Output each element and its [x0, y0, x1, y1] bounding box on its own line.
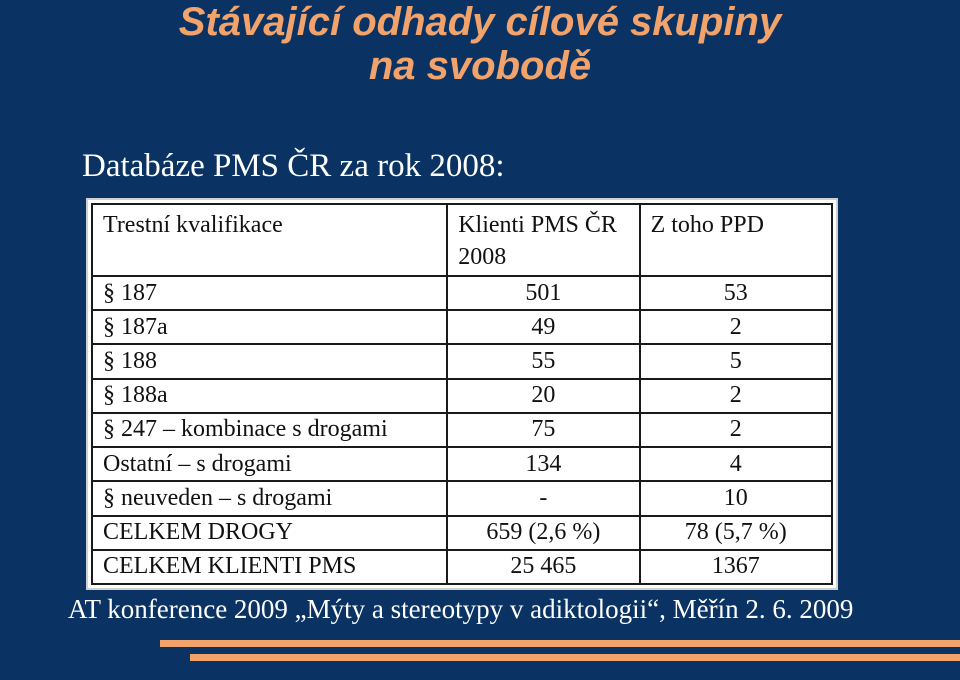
- cell-clients: 501: [447, 276, 639, 310]
- cell-clients: 55: [447, 344, 639, 378]
- header-cell-clients: Klienti PMS ČR 2008: [447, 204, 639, 276]
- cell-qualification: § 188a: [92, 379, 447, 413]
- decorative-stripe-bottom: [190, 654, 960, 661]
- table-row-total-clients: [92, 550, 832, 584]
- cell-qualification: CELKEM DROGY: [92, 516, 447, 550]
- cell-ppd: 2: [640, 413, 832, 447]
- footer-citation: AT konference 2009 „Mýty a stereotypy v adiktologii“, Měřín 2. 6. 2009: [68, 594, 854, 624]
- data-table: [91, 203, 833, 585]
- cell-qualification: § 247 – kombinace s drogami: [92, 413, 447, 447]
- cell-ppd: 2: [640, 310, 832, 344]
- cell-ppd: 10: [640, 481, 832, 515]
- cell-ppd: 2: [640, 379, 832, 413]
- table-row-total-drugs: [92, 516, 832, 550]
- table-row: [92, 344, 832, 378]
- subtitle: Databáze PMS ČR za rok 2008:: [82, 148, 505, 184]
- table-row: [92, 413, 832, 447]
- cell-clients: 49: [447, 310, 639, 344]
- header-cell-ppd: Z toho PPD: [640, 204, 832, 276]
- header-cell-qualification: Trestní kvalifikace: [92, 204, 447, 276]
- cell-qualification: § neuveden – s drogami: [92, 481, 447, 515]
- table-header-row: [92, 204, 832, 276]
- cell-clients: 659 (2,6 %): [447, 516, 639, 550]
- cell-clients: 75: [447, 413, 639, 447]
- cell-qualification: § 187: [92, 276, 447, 310]
- cell-ppd: 53: [640, 276, 832, 310]
- table-row: [92, 447, 832, 481]
- cell-clients: -: [447, 481, 639, 515]
- table-row: [92, 310, 832, 344]
- cell-ppd: 78 (5,7 %): [640, 516, 832, 550]
- cell-qualification: § 187a: [92, 310, 447, 344]
- cell-qualification: Ostatní – s drogami: [92, 447, 447, 481]
- cell-ppd: 5: [640, 344, 832, 378]
- data-table-container: [86, 198, 838, 590]
- table-row: [92, 276, 832, 310]
- cell-qualification: § 188: [92, 344, 447, 378]
- table-row: [92, 481, 832, 515]
- cell-ppd: 4: [640, 447, 832, 481]
- table-row: [92, 379, 832, 413]
- cell-clients: 134: [447, 447, 639, 481]
- slide-title: [0, 0, 960, 88]
- cell-ppd: 1367: [640, 550, 832, 584]
- slide-title-line-2: na svobodě: [368, 44, 592, 88]
- cell-clients: 20: [447, 379, 639, 413]
- cell-clients: 25 465: [447, 550, 639, 584]
- cell-qualification: CELKEM KLIENTI PMS: [92, 550, 447, 584]
- decorative-stripe-top: [160, 640, 960, 647]
- slide-title-line-1: Stávající odhady cílové skupiny: [178, 0, 782, 44]
